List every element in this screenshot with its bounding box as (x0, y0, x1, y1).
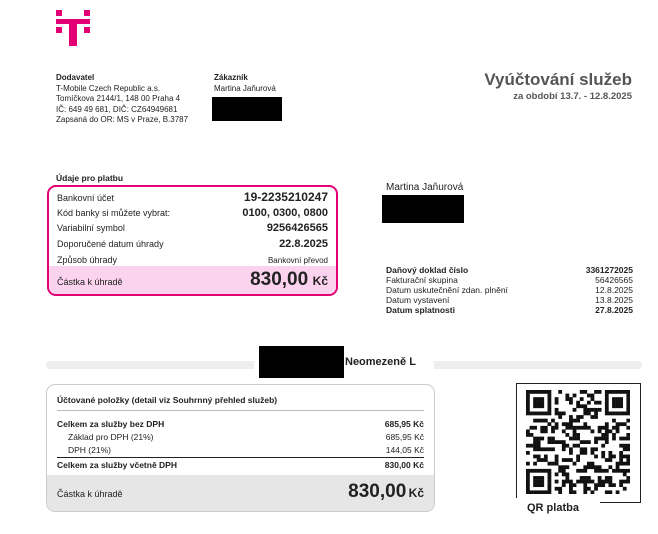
tax-value: 13.8.2025 (595, 295, 633, 305)
summary-label: Základ pro DPH (21%) (68, 432, 154, 442)
supplier-line: IČ: 649 49 681, DIČ: CZ64949681 (56, 104, 178, 114)
supplier-line: Zapsaná do OR: MS v Praze, B.3787 (56, 115, 189, 124)
summary-value: 685,95 Kč (384, 419, 424, 429)
payment-row (57, 238, 328, 250)
summary-rule (57, 457, 424, 458)
summary-box (46, 384, 435, 512)
telekom-logo-icon (56, 10, 90, 46)
summary-value: 685,95 Kč (385, 432, 424, 442)
summary-label: DPH (21%) (68, 445, 111, 455)
tax-label: Datum vystavení (386, 295, 450, 305)
supplier-line: Tomíčkova 2144/1, 148 00 Praha 4 (56, 94, 181, 103)
payment-value: 19-2235210247 (243, 190, 328, 204)
tax-row (386, 295, 633, 305)
payment-label: Kód banky si můžete vybrat: (57, 208, 171, 218)
tariff-name: Neomezeně L (345, 356, 416, 368)
payment-row (57, 255, 328, 265)
supplier-block (56, 73, 188, 126)
summary-total-row (57, 481, 424, 503)
payment-heading: Údaje pro platbu (56, 173, 124, 183)
summary-row (57, 419, 424, 429)
tax-value: 56426565 (595, 275, 633, 285)
qr-frame (516, 383, 641, 503)
summary-heading-row (57, 395, 424, 405)
payment-value: Bankovní převod (267, 256, 328, 265)
tax-row (386, 275, 633, 285)
payment-total-currency: Kč (312, 274, 328, 288)
payment-label: Bankovní účet (57, 193, 115, 203)
document-title: Vyúčtování služeb (484, 70, 632, 89)
payment-total-row (57, 269, 328, 291)
tax-label: Daňový doklad číslo (386, 265, 469, 275)
tax-label: Datum splatnosti (386, 305, 455, 315)
summary-value: 830,00 Kč (384, 460, 424, 470)
tax-row (386, 265, 633, 275)
supplier-line: T-Mobile Czech Republic a.s. (56, 83, 161, 93)
summary-label: Celkem za služby bez DPH (57, 419, 165, 429)
redacted-address (382, 195, 464, 223)
summary-label: Celkem za služby včetně DPH (57, 460, 177, 470)
tax-label: Datum uskutečnění zdan. plnění (386, 285, 508, 295)
tax-value: 12.8.2025 (595, 285, 633, 295)
summary-total-value: 830,00 (348, 481, 407, 502)
summary-heading: Účtované položky (detail viz Souhrnný přehled služeb) (57, 395, 278, 405)
customer-block (214, 73, 276, 94)
summary-total-bar (47, 475, 434, 511)
summary-rule (57, 410, 424, 411)
tax-label: Fakturační skupina (386, 275, 458, 285)
billing-period: za období 13.7. - 12.8.2025 (513, 91, 632, 102)
redacted-block (212, 97, 282, 121)
tax-row (386, 305, 633, 315)
payment-value: 0100, 0300, 0800 (242, 207, 328, 219)
payment-label: Způsob úhrady (57, 255, 118, 265)
tax-value: 3361272025 (585, 265, 633, 275)
payment-box (47, 185, 338, 296)
summary-value: 144,05 Kč (385, 445, 424, 455)
payment-row (57, 222, 328, 234)
payment-total-value: 830,00 (250, 269, 309, 290)
qr-code-icon (526, 390, 630, 494)
summary-total-label: Částka k úhradě (57, 489, 123, 499)
customer-name: Martina Jaňurová (214, 83, 276, 93)
payment-row (57, 207, 328, 219)
supplier-heading: Dodavatel (56, 73, 95, 82)
tax-row (386, 285, 633, 295)
payment-value: 22.8.2025 (279, 238, 328, 250)
qr-label: QR platba (527, 502, 579, 514)
customer-heading: Zákazník (214, 73, 248, 82)
summary-row (57, 445, 424, 455)
payment-total-label: Částka k úhradě (57, 277, 123, 287)
redacted-phone (259, 346, 344, 378)
recipient-name: Martina Jaňurová (386, 182, 464, 193)
tax-value: 27.8.2025 (595, 305, 633, 315)
summary-row (57, 460, 424, 470)
payment-row (57, 190, 328, 204)
summary-total-currency: Kč (408, 486, 424, 500)
payment-label: Variabilní symbol (57, 223, 125, 233)
summary-row (57, 432, 424, 442)
payment-label: Doporučené datum úhrady (57, 239, 164, 249)
payment-value: 9256426565 (266, 222, 328, 234)
payment-total-bar (49, 266, 336, 294)
